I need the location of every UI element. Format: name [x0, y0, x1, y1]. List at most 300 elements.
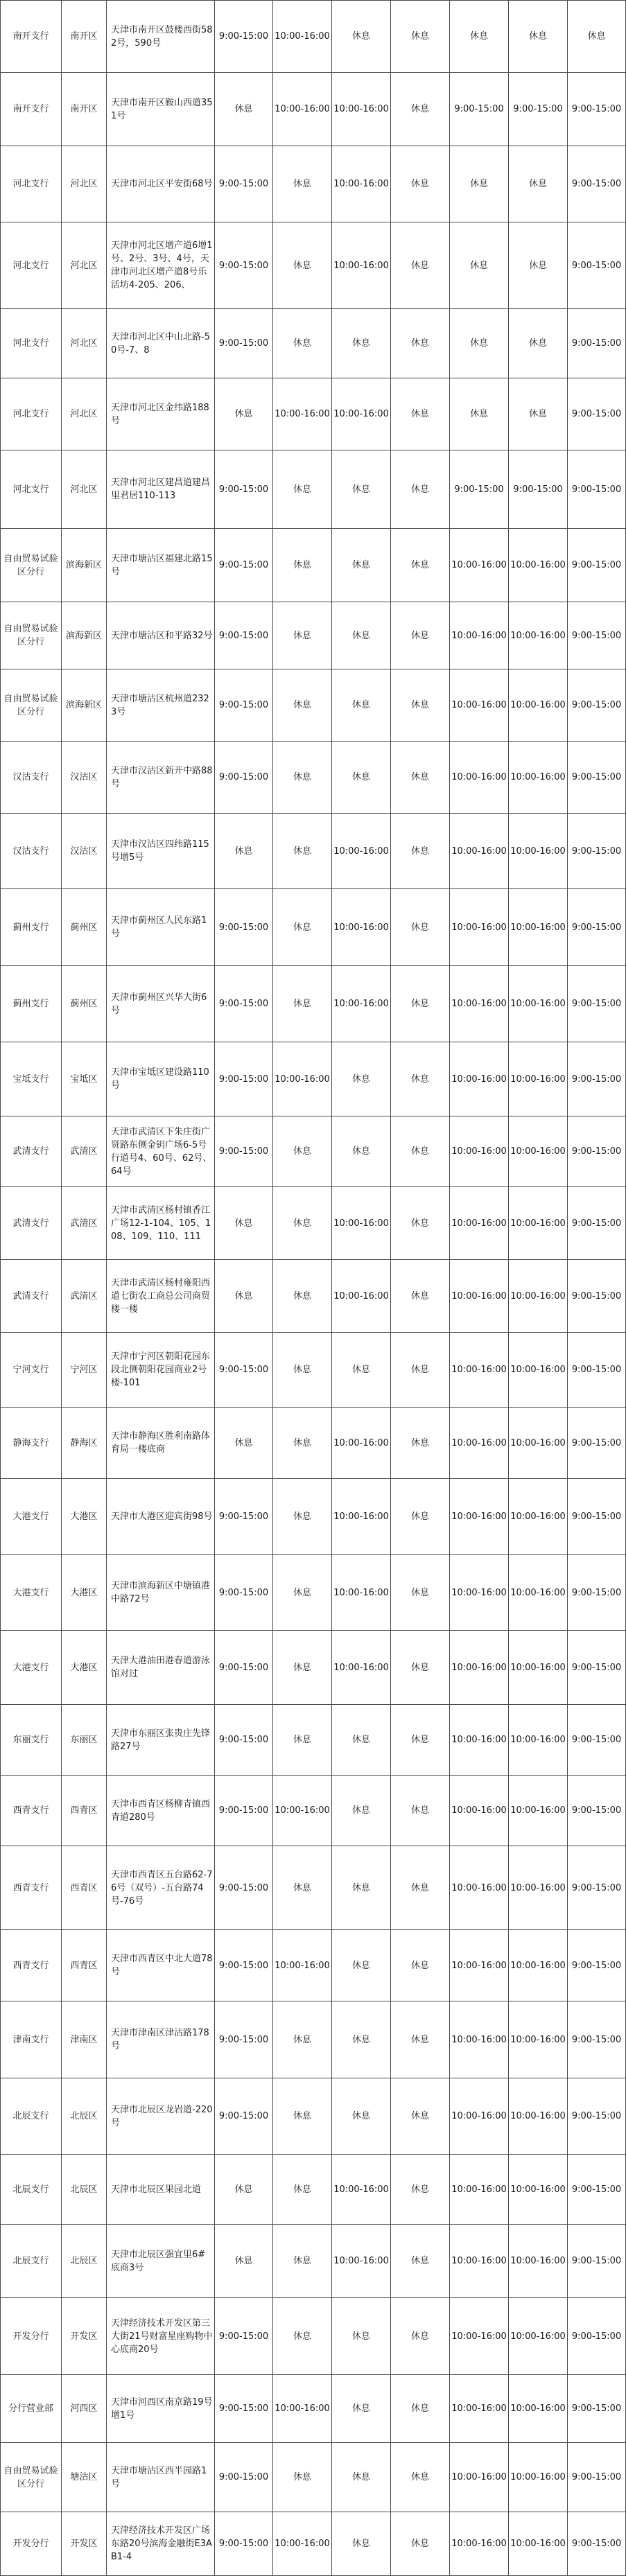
- hours-cell: 10:00-16:00: [332, 1187, 391, 1260]
- address-cell: 天津经济技术开发区广场东路20号滨海金融街E3AB1-4: [107, 2512, 215, 2576]
- hours-cell: 10:00-16:00: [509, 1846, 568, 1930]
- district-cell: 河北区: [62, 378, 107, 450]
- district-cell: 滨海新区: [62, 669, 107, 742]
- hours-cell: 休息: [332, 1, 391, 73]
- table-row: [1, 2375, 626, 2443]
- table-row: [1, 1187, 626, 1260]
- address-cell: 天津市东丽区张贵庄先锋路27号: [107, 1705, 215, 1776]
- hours-cell: 休息: [391, 1116, 450, 1187]
- hours-cell: 10:00-16:00: [450, 529, 509, 602]
- hours-cell: 10:00-16:00: [450, 2375, 509, 2443]
- address-cell: 天津市河西区南京路19号增1号: [107, 2375, 215, 2443]
- hours-cell: 休息: [509, 378, 568, 450]
- hours-cell: 9:00-15:00: [215, 146, 273, 222]
- district-cell: 静海区: [62, 1408, 107, 1479]
- hours-cell: 休息: [450, 309, 509, 378]
- branch-name-cell: 河北支行: [1, 222, 62, 309]
- hours-cell: 10:00-16:00: [332, 1479, 391, 1555]
- hours-cell: 休息: [332, 2443, 391, 2512]
- table-row: [1, 2078, 626, 2155]
- branch-name-cell: 南开支行: [1, 1, 62, 73]
- hours-cell: 休息: [391, 1555, 450, 1631]
- branch-name-cell: 宁河支行: [1, 1333, 62, 1408]
- hours-cell: 休息: [273, 2298, 332, 2375]
- hours-cell: 休息: [273, 450, 332, 529]
- hours-cell: 10:00-16:00: [332, 814, 391, 889]
- hours-cell: 休息: [391, 1479, 450, 1555]
- hours-cell: 9:00-15:00: [215, 2443, 273, 2512]
- hours-cell: 9:00-15:00: [215, 2512, 273, 2576]
- hours-cell: 9:00-15:00: [568, 602, 626, 669]
- branch-name-cell: 北辰支行: [1, 2225, 62, 2298]
- district-cell: 南开区: [62, 73, 107, 146]
- table-row: [1, 2155, 626, 2225]
- branch-name-cell: 自由贸易试验区分行: [1, 529, 62, 602]
- branch-name-cell: 汉沽支行: [1, 742, 62, 814]
- hours-cell: 休息: [273, 966, 332, 1042]
- table-row: [1, 2298, 626, 2375]
- hours-cell: 9:00-15:00: [215, 2001, 273, 2078]
- hours-cell: 9:00-15:00: [568, 1408, 626, 1479]
- hours-cell: 10:00-16:00: [509, 1042, 568, 1116]
- hours-cell: 10:00-16:00: [509, 1631, 568, 1705]
- hours-cell: 10:00-16:00: [509, 2375, 568, 2443]
- hours-cell: 10:00-16:00: [509, 669, 568, 742]
- hours-cell: 休息: [215, 1408, 273, 1479]
- hours-cell: 休息: [273, 602, 332, 669]
- hours-cell: 9:00-15:00: [215, 309, 273, 378]
- table-row: [1, 2443, 626, 2512]
- hours-cell: 10:00-16:00: [509, 1776, 568, 1846]
- hours-cell: 10:00-16:00: [450, 889, 509, 966]
- address-cell: 天津市汉沽区新开中路88号: [107, 742, 215, 814]
- hours-cell: 10:00-16:00: [450, 2512, 509, 2576]
- table-row: [1, 146, 626, 222]
- hours-cell: 10:00-16:00: [509, 1187, 568, 1260]
- district-cell: 大港区: [62, 1479, 107, 1555]
- branch-name-cell: 武清支行: [1, 1260, 62, 1333]
- hours-cell: 9:00-15:00: [215, 2375, 273, 2443]
- hours-cell: 10:00-16:00: [509, 1116, 568, 1187]
- hours-cell: 休息: [273, 1187, 332, 1260]
- address-cell: 天津市塘沽区福建北路15号: [107, 529, 215, 602]
- hours-cell: 休息: [509, 309, 568, 378]
- table-row: [1, 1260, 626, 1333]
- branch-name-cell: 武清支行: [1, 1187, 62, 1260]
- hours-cell: 9:00-15:00: [509, 450, 568, 529]
- district-cell: 武清区: [62, 1187, 107, 1260]
- hours-cell: 10:00-16:00: [450, 1260, 509, 1333]
- hours-cell: 休息: [332, 309, 391, 378]
- district-cell: 河北区: [62, 309, 107, 378]
- branch-name-cell: 自由贸易试验区分行: [1, 669, 62, 742]
- hours-cell: 10:00-16:00: [450, 1479, 509, 1555]
- hours-cell: 9:00-15:00: [215, 1930, 273, 2001]
- hours-cell: 9:00-15:00: [568, 2001, 626, 2078]
- hours-cell: 休息: [391, 2001, 450, 2078]
- table-row: [1, 1333, 626, 1408]
- hours-cell: 休息: [568, 1, 626, 73]
- hours-cell: 10:00-16:00: [450, 2225, 509, 2298]
- hours-cell: 休息: [273, 1333, 332, 1408]
- table-row: [1, 1930, 626, 2001]
- district-cell: 蓟州区: [62, 966, 107, 1042]
- address-cell: 天津市蓟州区人民东路1号: [107, 889, 215, 966]
- hours-cell: 10:00-16:00: [450, 1042, 509, 1116]
- hours-cell: 休息: [332, 1333, 391, 1408]
- hours-cell: 9:00-15:00: [568, 966, 626, 1042]
- address-cell: 天津市塘沽区西半园路1号: [107, 2443, 215, 2512]
- hours-cell: 休息: [391, 2078, 450, 2155]
- hours-cell: 9:00-15:00: [568, 1042, 626, 1116]
- district-cell: 蓟州区: [62, 889, 107, 966]
- hours-cell: 休息: [273, 2001, 332, 2078]
- hours-cell: 9:00-15:00: [568, 1260, 626, 1333]
- hours-cell: 10:00-16:00: [332, 966, 391, 1042]
- hours-cell: 休息: [391, 2298, 450, 2375]
- hours-cell: 10:00-16:00: [273, 1776, 332, 1846]
- hours-cell: 9:00-15:00: [568, 1930, 626, 2001]
- hours-cell: 10:00-16:00: [332, 146, 391, 222]
- table-row: [1, 602, 626, 669]
- table-row: [1, 1, 626, 73]
- table-row: [1, 966, 626, 1042]
- hours-cell: 休息: [332, 2078, 391, 2155]
- hours-cell: 休息: [391, 73, 450, 146]
- branch-name-cell: 蓟州支行: [1, 966, 62, 1042]
- address-cell: 天津市蓟州区兴华大街6号: [107, 966, 215, 1042]
- hours-cell: 休息: [391, 669, 450, 742]
- table-row: [1, 2001, 626, 2078]
- hours-cell: 休息: [391, 602, 450, 669]
- hours-cell: 9:00-15:00: [215, 1846, 273, 1930]
- table-row: [1, 1479, 626, 1555]
- hours-cell: 9:00-15:00: [568, 669, 626, 742]
- hours-cell: 休息: [391, 2375, 450, 2443]
- hours-cell: 休息: [273, 2078, 332, 2155]
- district-cell: 宁河区: [62, 1333, 107, 1408]
- hours-cell: 10:00-16:00: [509, 2001, 568, 2078]
- address-cell: 天津市南开区鼓楼西街582号，590号: [107, 1, 215, 73]
- branch-name-cell: 大港支行: [1, 1479, 62, 1555]
- address-cell: 天津市静海区胜利南路体育局一楼底商: [107, 1408, 215, 1479]
- branch-name-cell: 河北支行: [1, 146, 62, 222]
- hours-cell: 10:00-16:00: [332, 378, 391, 450]
- branch-name-cell: 东丽支行: [1, 1705, 62, 1776]
- branch-name-cell: 分行营业部: [1, 2375, 62, 2443]
- address-cell: 天津市滨海新区中塘镇港中路72号: [107, 1555, 215, 1631]
- hours-cell: 休息: [273, 2155, 332, 2225]
- hours-cell: 休息: [391, 378, 450, 450]
- hours-cell: 9:00-15:00: [568, 1705, 626, 1776]
- hours-cell: 休息: [273, 1260, 332, 1333]
- address-cell: 天津大港油田港春道游泳馆对过: [107, 1631, 215, 1705]
- hours-cell: 9:00-15:00: [215, 1333, 273, 1408]
- hours-cell: 休息: [273, 1408, 332, 1479]
- hours-cell: 休息: [273, 309, 332, 378]
- hours-cell: 9:00-15:00: [568, 2155, 626, 2225]
- table-row: [1, 1846, 626, 1930]
- district-cell: 武清区: [62, 1116, 107, 1187]
- hours-cell: 10:00-16:00: [450, 1408, 509, 1479]
- branch-name-cell: 开发分行: [1, 2298, 62, 2375]
- branch-name-cell: 津南支行: [1, 2001, 62, 2078]
- district-cell: 津南区: [62, 2001, 107, 2078]
- district-cell: 北辰区: [62, 2155, 107, 2225]
- address-cell: 天津市大港区迎宾街98号: [107, 1479, 215, 1555]
- branch-name-cell: 南开支行: [1, 73, 62, 146]
- hours-cell: 9:00-15:00: [568, 742, 626, 814]
- hours-cell: 9:00-15:00: [568, 2298, 626, 2375]
- table-row: [1, 378, 626, 450]
- hours-cell: 休息: [332, 529, 391, 602]
- hours-cell: 休息: [391, 146, 450, 222]
- table-row: [1, 529, 626, 602]
- hours-cell: 9:00-15:00: [568, 309, 626, 378]
- address-cell: 天津市北辰区强宜里6#底商3号: [107, 2225, 215, 2298]
- hours-cell: 10:00-16:00: [332, 222, 391, 309]
- hours-cell: 10:00-16:00: [509, 1408, 568, 1479]
- hours-cell: 9:00-15:00: [568, 814, 626, 889]
- hours-cell: 9:00-15:00: [215, 1631, 273, 1705]
- hours-cell: 休息: [332, 1776, 391, 1846]
- hours-cell: 休息: [215, 2155, 273, 2225]
- hours-cell: 9:00-15:00: [568, 889, 626, 966]
- address-cell: 天津市塘沽区和平路32号: [107, 602, 215, 669]
- hours-cell: 9:00-15:00: [568, 2443, 626, 2512]
- district-cell: 滨海新区: [62, 529, 107, 602]
- hours-cell: 10:00-16:00: [509, 602, 568, 669]
- address-cell: 天津市宝坻区建设路110号: [107, 1042, 215, 1116]
- branch-name-cell: 蓟州支行: [1, 889, 62, 966]
- hours-cell: 10:00-16:00: [509, 2155, 568, 2225]
- table-row: [1, 1116, 626, 1187]
- hours-cell: 9:00-15:00: [568, 1333, 626, 1408]
- hours-cell: 休息: [273, 1631, 332, 1705]
- hours-cell: 10:00-16:00: [509, 742, 568, 814]
- hours-cell: 休息: [391, 450, 450, 529]
- hours-cell: 休息: [391, 2443, 450, 2512]
- hours-cell: 9:00-15:00: [215, 669, 273, 742]
- table-row: [1, 1555, 626, 1631]
- hours-cell: 10:00-16:00: [509, 1479, 568, 1555]
- district-cell: 大港区: [62, 1555, 107, 1631]
- hours-cell: 9:00-15:00: [568, 1555, 626, 1631]
- hours-cell: 9:00-15:00: [215, 2298, 273, 2375]
- hours-cell: 10:00-16:00: [332, 1408, 391, 1479]
- hours-cell: 10:00-16:00: [450, 602, 509, 669]
- table-row: [1, 450, 626, 529]
- address-cell: 天津市北辰区果园北道: [107, 2155, 215, 2225]
- table-row: [1, 222, 626, 309]
- hours-cell: 9:00-15:00: [215, 966, 273, 1042]
- hours-cell: 9:00-15:00: [568, 378, 626, 450]
- district-cell: 西青区: [62, 1930, 107, 2001]
- hours-cell: 休息: [391, 1846, 450, 1930]
- hours-cell: 休息: [215, 73, 273, 146]
- hours-cell: 9:00-15:00: [215, 889, 273, 966]
- hours-cell: 9:00-15:00: [215, 1479, 273, 1555]
- district-cell: 南开区: [62, 1, 107, 73]
- hours-cell: 9:00-15:00: [568, 1187, 626, 1260]
- hours-cell: 休息: [391, 889, 450, 966]
- address-cell: 天津市西青区杨柳青镇西青道280号: [107, 1776, 215, 1846]
- hours-cell: 休息: [332, 669, 391, 742]
- hours-cell: 10:00-16:00: [509, 1260, 568, 1333]
- hours-cell: 休息: [391, 1042, 450, 1116]
- hours-cell: 休息: [273, 2225, 332, 2298]
- hours-cell: 9:00-15:00: [215, 1116, 273, 1187]
- hours-cell: 10:00-16:00: [509, 2078, 568, 2155]
- address-cell: 天津市武清区杨村镇香江广场12-1-104、105、108、109、110、111: [107, 1187, 215, 1260]
- table-row: [1, 1042, 626, 1116]
- hours-cell: 休息: [450, 146, 509, 222]
- hours-cell: 休息: [273, 889, 332, 966]
- hours-cell: 9:00-15:00: [215, 1776, 273, 1846]
- hours-cell: 休息: [450, 1, 509, 73]
- hours-cell: 休息: [273, 1705, 332, 1776]
- hours-cell: 休息: [273, 1846, 332, 1930]
- district-cell: 汉沽区: [62, 742, 107, 814]
- hours-cell: 10:00-16:00: [509, 966, 568, 1042]
- hours-cell: 10:00-16:00: [450, 742, 509, 814]
- hours-cell: 10:00-16:00: [509, 1333, 568, 1408]
- hours-cell: 休息: [391, 1333, 450, 1408]
- hours-cell: 休息: [273, 669, 332, 742]
- district-cell: 开发区: [62, 2298, 107, 2375]
- hours-cell: 10:00-16:00: [332, 73, 391, 146]
- table-row: [1, 2225, 626, 2298]
- hours-cell: 休息: [450, 378, 509, 450]
- hours-cell: 休息: [391, 2155, 450, 2225]
- hours-cell: 9:00-15:00: [568, 1846, 626, 1930]
- address-cell: 天津市南开区鞍山西道351号: [107, 73, 215, 146]
- hours-cell: 休息: [215, 814, 273, 889]
- hours-cell: 10:00-16:00: [273, 1930, 332, 2001]
- hours-cell: 休息: [273, 222, 332, 309]
- district-cell: 滨海新区: [62, 602, 107, 669]
- address-cell: 天津市宁河区朝阳花园东段北侧朝阳花园商业2号楼-101: [107, 1333, 215, 1408]
- district-cell: 开发区: [62, 2512, 107, 2576]
- hours-cell: 休息: [391, 966, 450, 1042]
- hours-cell: 10:00-16:00: [273, 2375, 332, 2443]
- hours-cell: 9:00-15:00: [568, 1479, 626, 1555]
- hours-cell: 10:00-16:00: [273, 378, 332, 450]
- address-cell: 天津市河北区中山北路-50号-7、8: [107, 309, 215, 378]
- hours-cell: 10:00-16:00: [450, 1846, 509, 1930]
- hours-cell: 9:00-15:00: [215, 222, 273, 309]
- hours-cell: 休息: [391, 222, 450, 309]
- hours-cell: 10:00-16:00: [332, 2225, 391, 2298]
- address-cell: 天津市津南区津沽路178号: [107, 2001, 215, 2078]
- hours-cell: 休息: [273, 1479, 332, 1555]
- branch-name-cell: 西青支行: [1, 1846, 62, 1930]
- hours-cell: 10:00-16:00: [509, 2225, 568, 2298]
- hours-cell: 10:00-16:00: [450, 2298, 509, 2375]
- hours-cell: 10:00-16:00: [450, 1555, 509, 1631]
- hours-cell: 休息: [509, 146, 568, 222]
- table-row: [1, 669, 626, 742]
- hours-cell: 休息: [391, 2512, 450, 2576]
- hours-cell: 9:00-15:00: [568, 1776, 626, 1846]
- hours-cell: 10:00-16:00: [450, 2155, 509, 2225]
- hours-cell: 9:00-15:00: [568, 222, 626, 309]
- table-row: [1, 1776, 626, 1846]
- hours-cell: 9:00-15:00: [568, 2512, 626, 2576]
- hours-cell: 9:00-15:00: [568, 529, 626, 602]
- address-cell: 天津经济技术开发区第三大街21号财富星座购物中心底商20号: [107, 2298, 215, 2375]
- hours-cell: 休息: [215, 2225, 273, 2298]
- address-cell: 天津市河北区平安街68号: [107, 146, 215, 222]
- district-cell: 北辰区: [62, 2225, 107, 2298]
- hours-cell: 休息: [391, 1776, 450, 1846]
- hours-cell: 10:00-16:00: [509, 2298, 568, 2375]
- hours-cell: 10:00-16:00: [332, 1555, 391, 1631]
- hours-cell: 休息: [391, 814, 450, 889]
- hours-cell: 10:00-16:00: [273, 1042, 332, 1116]
- hours-cell: 10:00-16:00: [509, 889, 568, 966]
- hours-cell: 9:00-15:00: [568, 1116, 626, 1187]
- district-cell: 河北区: [62, 450, 107, 529]
- branch-name-cell: 北辰支行: [1, 2155, 62, 2225]
- branch-name-cell: 河北支行: [1, 309, 62, 378]
- hours-cell: 休息: [509, 1, 568, 73]
- district-cell: 大港区: [62, 1631, 107, 1705]
- district-cell: 北辰区: [62, 2078, 107, 2155]
- address-cell: 天津市武清区下朱庄街广贤路东侧金钥广场6-5号行道号4、60号、62号、64号: [107, 1116, 215, 1187]
- hours-cell: 休息: [332, 2512, 391, 2576]
- table-row: [1, 1631, 626, 1705]
- hours-cell: 10:00-16:00: [450, 1705, 509, 1776]
- district-cell: 河北区: [62, 222, 107, 309]
- table-row: [1, 742, 626, 814]
- address-cell: 天津市武清区杨村雍阳西道七街农工商总公司商贸楼一楼: [107, 1260, 215, 1333]
- hours-cell: 9:00-15:00: [450, 73, 509, 146]
- hours-cell: 10:00-16:00: [450, 1187, 509, 1260]
- branch-name-cell: 河北支行: [1, 450, 62, 529]
- hours-cell: 休息: [391, 1260, 450, 1333]
- hours-cell: 休息: [332, 1705, 391, 1776]
- branch-name-cell: 河北支行: [1, 378, 62, 450]
- branch-name-cell: 武清支行: [1, 1116, 62, 1187]
- branch-name-cell: 宝坻支行: [1, 1042, 62, 1116]
- hours-cell: 休息: [273, 742, 332, 814]
- hours-cell: 休息: [332, 742, 391, 814]
- hours-cell: 9:00-15:00: [215, 1555, 273, 1631]
- hours-cell: 休息: [332, 602, 391, 669]
- branch-name-cell: 大港支行: [1, 1555, 62, 1631]
- hours-cell: 10:00-16:00: [332, 2155, 391, 2225]
- hours-cell: 休息: [332, 450, 391, 529]
- district-cell: 河北区: [62, 146, 107, 222]
- table-row: [1, 1705, 626, 1776]
- hours-cell: 10:00-16:00: [509, 1555, 568, 1631]
- hours-cell: 10:00-16:00: [450, 1116, 509, 1187]
- district-cell: 西青区: [62, 1776, 107, 1846]
- hours-cell: 10:00-16:00: [273, 1, 332, 73]
- hours-cell: 休息: [332, 1846, 391, 1930]
- hours-cell: 10:00-16:00: [509, 1705, 568, 1776]
- hours-cell: 休息: [273, 1555, 332, 1631]
- hours-cell: 休息: [332, 1930, 391, 2001]
- hours-cell: 休息: [391, 1631, 450, 1705]
- hours-cell: 休息: [273, 1116, 332, 1187]
- hours-cell: 休息: [509, 222, 568, 309]
- hours-cell: 9:00-15:00: [568, 73, 626, 146]
- hours-cell: 休息: [215, 1187, 273, 1260]
- hours-cell: 10:00-16:00: [450, 1930, 509, 2001]
- hours-cell: 休息: [391, 529, 450, 602]
